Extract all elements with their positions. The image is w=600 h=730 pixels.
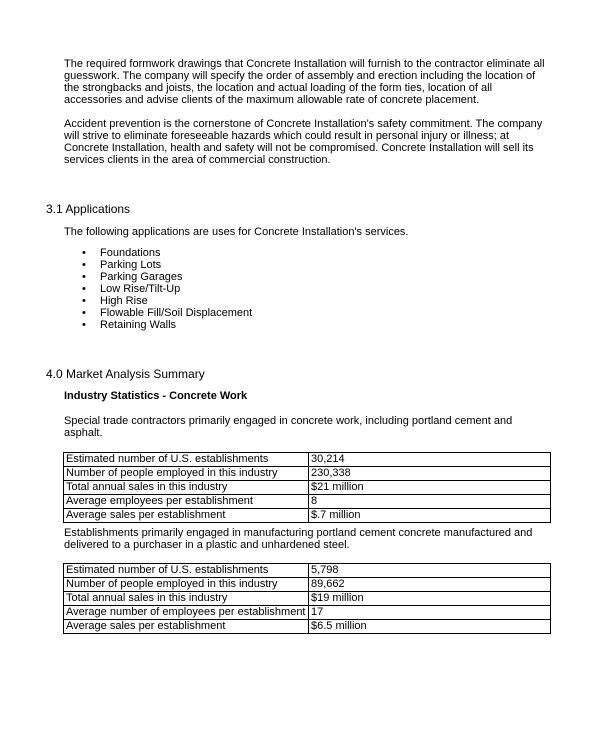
list-item: • Flowable Fill/Soil Displacement	[82, 307, 252, 319]
stat-value: 8	[309, 495, 551, 509]
table-row	[64, 620, 551, 634]
table-row	[64, 495, 551, 509]
stat-value: $19 million	[309, 592, 551, 606]
stat-label: Total annual sales in this industry	[64, 481, 309, 495]
list-item: • Retaining Walls	[82, 319, 252, 331]
ready-mix-paragraph: Establishments primarily engaged in manufacturing portland cement concrete manufactured and delivered to a purchaser in a plastic and unhardened steel.	[64, 527, 533, 551]
concrete-work-stats-table	[63, 452, 551, 523]
stat-value: 5,798	[309, 564, 551, 578]
stat-value: 17	[309, 606, 551, 620]
ready-mix-stats-table	[63, 563, 551, 634]
table-row	[64, 592, 551, 606]
market-analysis-heading: 4.0 Market Analysis Summary	[46, 367, 205, 381]
applications-list	[82, 247, 252, 331]
stat-label: Average sales per establishment	[64, 620, 309, 634]
industry-statistics-subheading: Industry Statistics - Concrete Work	[64, 390, 248, 402]
table-row	[64, 453, 551, 467]
list-item: • Low Rise/Tilt-Up	[82, 283, 252, 295]
table-row	[64, 509, 551, 523]
list-item: • Parking Garages	[82, 271, 252, 283]
table-row	[64, 606, 551, 620]
table-row	[64, 578, 551, 592]
table-row	[64, 467, 551, 481]
stat-label: Number of people employed in this industry	[64, 578, 309, 592]
intro-paragraph-safety: Accident prevention is the cornerstone of Concrete Installation's safety commitment. The company will strive to eliminate foreseeable hazards which could result in personal injury or illness; at Concrete Installation, health and safety will not be compromised. Concrete Installation will sell its services clients in the area of commercial construction.	[64, 118, 543, 166]
stat-label: Total annual sales in this industry	[64, 592, 309, 606]
stat-label: Average number of employees per establishment	[64, 606, 309, 620]
stat-value: 89,662	[309, 578, 551, 592]
list-item: • High Rise	[82, 295, 252, 307]
stat-label: Number of people employed in this industry	[64, 467, 309, 481]
stat-value: $21 million	[309, 481, 551, 495]
list-item: • Foundations	[82, 247, 252, 259]
stat-label: Average sales per establishment	[64, 509, 309, 523]
stat-label: Average employees per establishment	[64, 495, 309, 509]
stat-value: $.7 million	[309, 509, 551, 523]
table-row	[64, 481, 551, 495]
list-item: • Parking Lots	[82, 259, 252, 271]
applications-lead: The following applications are uses for Concrete Installation's services.	[64, 226, 409, 238]
stat-label: Estimated number of U.S. establishments	[64, 564, 309, 578]
stat-label: Estimated number of U.S. establishments	[64, 453, 309, 467]
intro-paragraph-formwork: The required formwork drawings that Concrete Installation will furnish to the contractor eliminate all guesswork. The company will specify the order of assembly and erection including the location of the strongbacks and joists, the location and actual loading of the form ties, location of all accessories and advise clients of the maximum allowable rate of concrete placement.	[64, 58, 545, 106]
table-row	[64, 564, 551, 578]
stat-value: $6.5 million	[309, 620, 551, 634]
stat-value: 30,214	[309, 453, 551, 467]
stat-value: 230,338	[309, 467, 551, 481]
applications-heading: 3.1 Applications	[46, 202, 131, 216]
market-lead: Special trade contractors primarily engaged in concrete work, including portland cement and asphalt.	[64, 415, 513, 439]
